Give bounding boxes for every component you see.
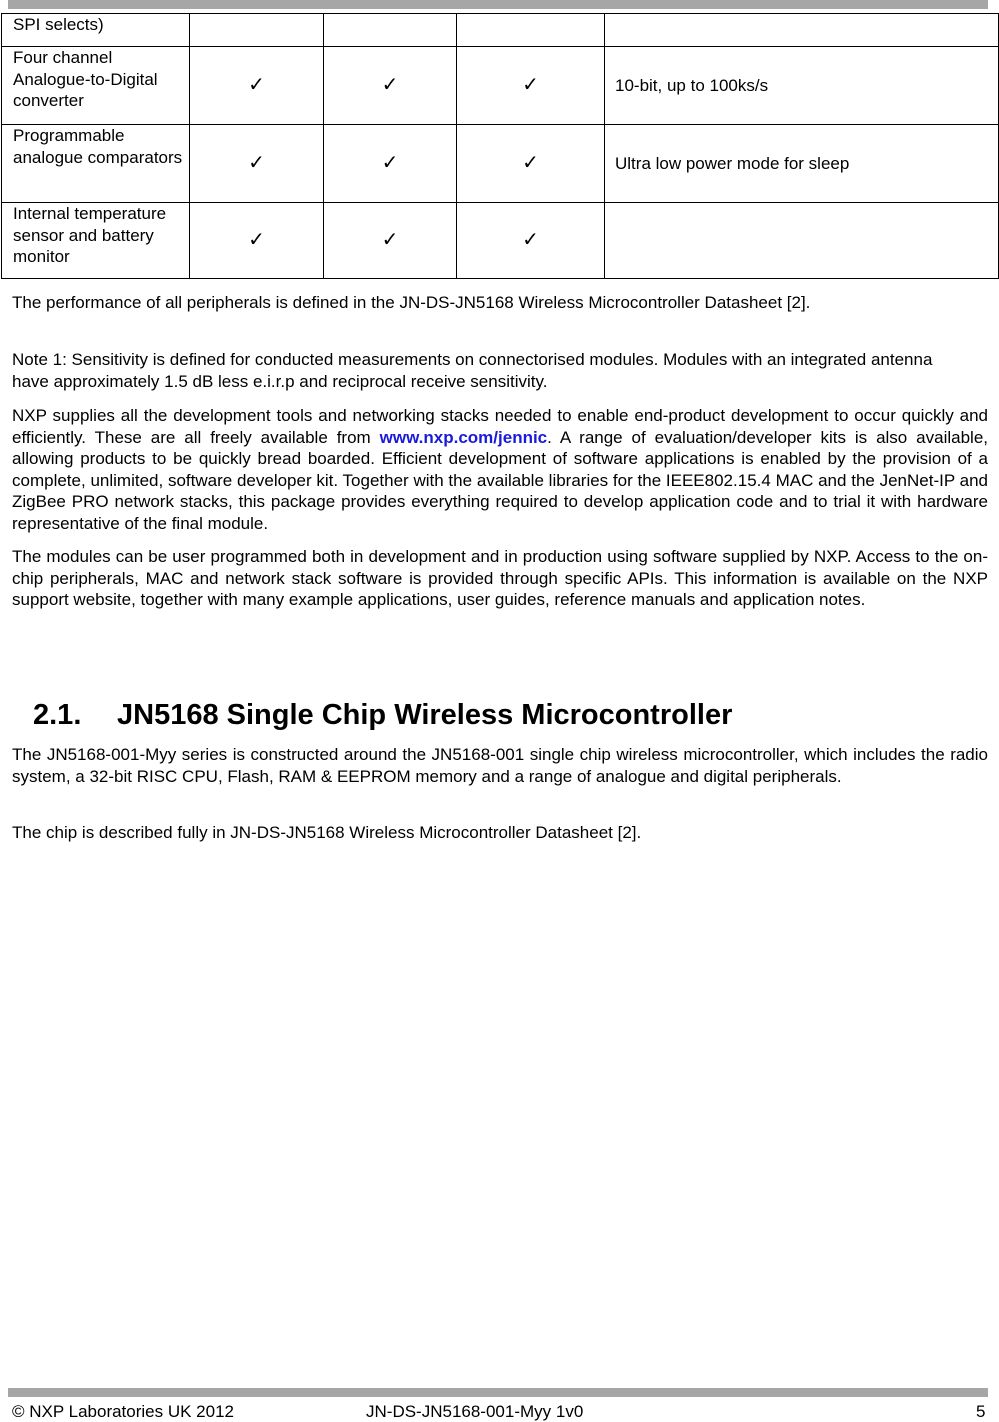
section-title: JN5168 Single Chip Wireless Microcontroller (117, 699, 733, 731)
paragraph-described: The chip is described fully in JN-DS-JN5168 Wireless Microcontroller Datasheet [2]. (12, 823, 642, 842)
check-cell (190, 125, 324, 203)
check-cell (457, 203, 605, 279)
performance-text: The performance of all peripherals is defined in the JN-DS-JN5168 Wireless Microcontroller Datasheet [2]. (12, 293, 811, 312)
check-cell (324, 125, 457, 203)
checkmark-icon: ✓ (381, 151, 399, 174)
feature-name: Four channel Analogue-to-Digital converter (2, 47, 190, 125)
checkmark-icon: ✓ (522, 228, 539, 251)
paragraph-programming: The modules can be user programmed both in development and in production using software supplied by NXP. Access to the on-chip peripherals, MAC and network stack software is provided through specific APIs. This information is available on the NXP support website, together with many example applications, user guides, reference manuals and application notes. (12, 547, 988, 609)
section-number: 2.1. (33, 699, 82, 731)
check-cell (324, 47, 457, 125)
footer-rule (8, 1388, 988, 1397)
table-row (2, 125, 999, 203)
feature-notes: Ultra low power mode for sleep (605, 125, 999, 203)
checkmark-icon: ✓ (381, 228, 399, 251)
feature-notes: 10-bit, up to 100ks/s (605, 47, 999, 125)
table-row (2, 47, 999, 125)
note-1: Note 1: Sensitivity is defined for conducted measurements on connectorised modules. Modules with an integrated antenna have approximately 1.5 dB less e.i.r.p and reciprocal receive sensitivity. (12, 350, 933, 391)
paragraph-text: . A range of evaluation/developer kits is also available, allowing products to be quickly bread boarded. Efficient development of software applications is enabled by the provision of a complete, unlimited, software developer kit. Together with the available libraries for the IEEE802.15.4 MAC and the JenNet-IP and ZigBee PRO network stacks, this package provides everything required to develop application code and to trial it with hardware representative of the final module. (12, 427, 988, 533)
feature-name: Programmable analogue comparators (2, 125, 190, 203)
feature-name: SPI selects) (2, 14, 190, 47)
check-cell (190, 203, 324, 279)
feature-notes (605, 203, 999, 279)
section-heading (33, 698, 732, 732)
paragraph-chip: The JN5168-001-Myy series is constructed around the JN5168-001 single chip wireless microcontroller, which includes the radio system, a 32-bit RISC CPU, Flash, RAM & EEPROM memory and a range of analogue and digital peripherals. (12, 745, 988, 786)
footer-copyright: © NXP Laboratories UK 2012 (12, 1402, 235, 1421)
check-cell (190, 14, 324, 47)
check-cell (324, 14, 457, 47)
footer-doc-id: JN-DS-JN5168-001-Myy 1v0 (366, 1402, 584, 1421)
feature-name: Internal temperature sensor and battery monitor (2, 203, 190, 279)
jennic-link[interactable]: www.nxp.com/jennic (379, 427, 548, 447)
check-cell (457, 14, 605, 47)
checkmark-icon: ✓ (248, 151, 265, 174)
table-row (2, 14, 999, 47)
paragraph-text: NXP supplies all the development tools and networking stacks needed to enable end-product development to occur quickly and efficiently. These are all freely available from (12, 406, 988, 447)
peripheral-feature-table (1, 13, 999, 279)
checkmark-icon: ✓ (248, 228, 265, 251)
page-number: 5 (976, 1402, 986, 1421)
check-cell (457, 47, 605, 125)
checkmark-icon: ✓ (381, 73, 399, 96)
check-cell (457, 125, 605, 203)
feature-notes (605, 14, 999, 47)
header-rule (8, 0, 988, 9)
check-cell (190, 47, 324, 125)
check-cell (324, 203, 457, 279)
paragraph-dev-tools (12, 405, 988, 534)
checkmark-icon: ✓ (248, 73, 265, 96)
checkmark-icon: ✓ (522, 73, 539, 96)
checkmark-icon: ✓ (522, 151, 539, 174)
table-row (2, 203, 999, 279)
